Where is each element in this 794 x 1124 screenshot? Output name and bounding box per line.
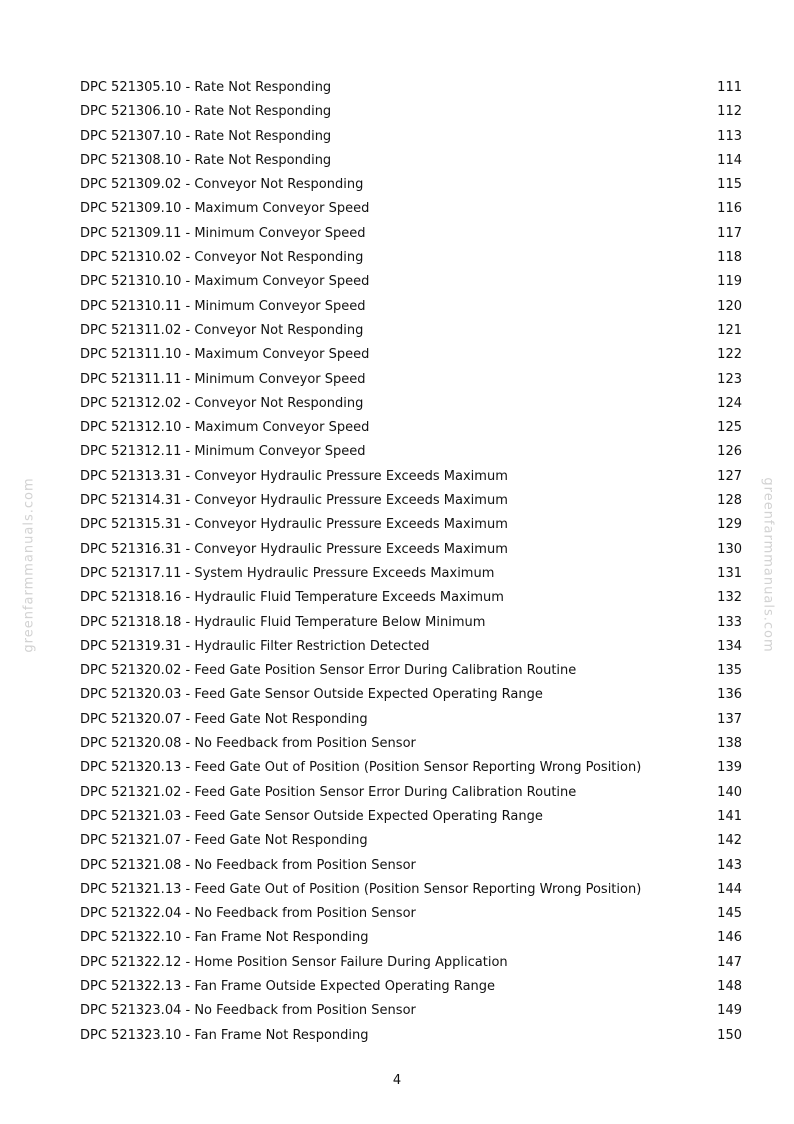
- toc-entry[interactable]: [80, 683, 742, 707]
- toc-entry-page-number: 124: [717, 395, 742, 411]
- toc-entry[interactable]: [80, 951, 742, 975]
- toc-entry[interactable]: [80, 440, 742, 464]
- toc-entry[interactable]: [80, 586, 742, 610]
- toc-entry-title: DPC 521312.02 - Conveyor Not Responding: [80, 395, 364, 411]
- toc-entry[interactable]: [80, 926, 742, 950]
- toc-entry[interactable]: [80, 368, 742, 392]
- toc-entry-page-number: 132: [717, 590, 742, 606]
- toc-entry[interactable]: [80, 659, 742, 683]
- toc-entry[interactable]: [80, 1024, 742, 1048]
- toc-entry[interactable]: [80, 125, 742, 149]
- toc-entry-title: DPC 521310.02 - Conveyor Not Responding: [80, 250, 364, 266]
- toc-entry-page-number: 148: [717, 978, 742, 994]
- toc-entry[interactable]: [80, 854, 742, 878]
- toc-entry-page-number: 144: [717, 881, 742, 897]
- watermark-left: greenfarmmanuals.com: [21, 477, 37, 653]
- toc-entry-page-number: 133: [717, 614, 742, 630]
- toc-entry-page-number: 116: [717, 201, 742, 217]
- toc-entry-title: DPC 521323.04 - No Feedback from Position Sensor: [80, 1003, 416, 1019]
- toc-entry-title: DPC 521312.11 - Minimum Conveyor Speed: [80, 444, 366, 460]
- toc-entry-title: DPC 521311.11 - Minimum Conveyor Speed: [80, 371, 366, 387]
- toc-entry-page-number: 134: [717, 638, 742, 654]
- toc-entry-page-number: 117: [717, 225, 742, 241]
- toc-entry-page-number: 119: [717, 274, 742, 290]
- toc-entry-title: DPC 521314.31 - Conveyor Hydraulic Pressure Exceeds Maximum: [80, 493, 508, 509]
- toc-entry-title: DPC 521312.10 - Maximum Conveyor Speed: [80, 420, 370, 436]
- toc-entry-page-number: 130: [717, 541, 742, 557]
- toc-entry-page-number: 118: [717, 250, 742, 266]
- toc-entry-page-number: 122: [717, 347, 742, 363]
- toc-entry[interactable]: [80, 173, 742, 197]
- toc-entry[interactable]: [80, 829, 742, 853]
- toc-entry-title: DPC 521310.11 - Minimum Conveyor Speed: [80, 298, 366, 314]
- toc-entry-title: DPC 521315.31 - Conveyor Hydraulic Pressure Exceeds Maximum: [80, 517, 508, 533]
- toc-entry[interactable]: [80, 878, 742, 902]
- toc-entry-page-number: 143: [717, 857, 742, 873]
- toc-entry[interactable]: [80, 756, 742, 780]
- toc-entry-page-number: 146: [717, 930, 742, 946]
- toc-entry[interactable]: [80, 489, 742, 513]
- toc-entry-title: DPC 521320.13 - Feed Gate Out of Position (Position Sensor Reporting Wrong Position): [80, 760, 642, 776]
- toc-entry[interactable]: [80, 999, 742, 1023]
- toc-entry[interactable]: [80, 392, 742, 416]
- toc-entry-page-number: 136: [717, 687, 742, 703]
- table-of-contents: [80, 76, 742, 1048]
- toc-entry[interactable]: [80, 538, 742, 562]
- toc-entry-title: DPC 521317.11 - System Hydraulic Pressure Exceeds Maximum: [80, 565, 495, 581]
- toc-entry[interactable]: [80, 343, 742, 367]
- toc-entry-page-number: 131: [717, 565, 742, 581]
- toc-entry[interactable]: [80, 100, 742, 124]
- toc-entry[interactable]: [80, 149, 742, 173]
- toc-entry[interactable]: [80, 416, 742, 440]
- toc-entry-page-number: 149: [717, 1003, 742, 1019]
- toc-entry-title: DPC 521322.10 - Fan Frame Not Responding: [80, 930, 369, 946]
- toc-entry-title: DPC 521321.13 - Feed Gate Out of Position (Position Sensor Reporting Wrong Position): [80, 881, 642, 897]
- toc-entry[interactable]: [80, 513, 742, 537]
- toc-entry-title: DPC 521311.02 - Conveyor Not Responding: [80, 322, 364, 338]
- toc-entry-page-number: 123: [717, 371, 742, 387]
- toc-entry-title: DPC 521310.10 - Maximum Conveyor Speed: [80, 274, 370, 290]
- toc-entry[interactable]: [80, 611, 742, 635]
- toc-entry-page-number: 113: [717, 128, 742, 144]
- toc-entry-title: DPC 521316.31 - Conveyor Hydraulic Pressure Exceeds Maximum: [80, 541, 508, 557]
- toc-entry[interactable]: [80, 975, 742, 999]
- toc-entry-page-number: 121: [717, 322, 742, 338]
- toc-entry-title: DPC 521311.10 - Maximum Conveyor Speed: [80, 347, 370, 363]
- toc-entry-title: DPC 521320.07 - Feed Gate Not Responding: [80, 711, 368, 727]
- toc-entry[interactable]: [80, 635, 742, 659]
- toc-entry-title: DPC 521321.08 - No Feedback from Position Sensor: [80, 857, 416, 873]
- toc-entry[interactable]: [80, 902, 742, 926]
- toc-entry-page-number: 111: [717, 80, 742, 95]
- toc-entry[interactable]: [80, 197, 742, 221]
- toc-entry-page-number: 138: [717, 736, 742, 752]
- toc-entry-page-number: 145: [717, 906, 742, 922]
- toc-entry-page-number: 125: [717, 420, 742, 436]
- toc-entry[interactable]: [80, 222, 742, 246]
- toc-entry-page-number: 126: [717, 444, 742, 460]
- toc-entry[interactable]: [80, 270, 742, 294]
- toc-entry-title: DPC 521309.02 - Conveyor Not Responding: [80, 177, 364, 193]
- toc-entry-page-number: 112: [717, 104, 742, 120]
- toc-entry[interactable]: [80, 708, 742, 732]
- toc-entry-title: DPC 521306.10 - Rate Not Responding: [80, 104, 332, 120]
- toc-entry-title: DPC 521322.13 - Fan Frame Outside Expected Operating Range: [80, 978, 496, 994]
- toc-entry[interactable]: [80, 246, 742, 270]
- toc-entry-page-number: 127: [717, 468, 742, 484]
- toc-entry-title: DPC 521309.11 - Minimum Conveyor Speed: [80, 225, 366, 241]
- toc-entry-page-number: 129: [717, 517, 742, 533]
- page-number: 4: [392, 1073, 402, 1088]
- toc-entry-page-number: 140: [717, 784, 742, 800]
- toc-entry-page-number: 115: [717, 177, 742, 193]
- toc-entry-title: DPC 521318.18 - Hydraulic Fluid Temperature Below Minimum: [80, 614, 486, 630]
- watermark-right: greenfarmmanuals.com: [760, 477, 776, 653]
- toc-entry-page-number: 150: [717, 1027, 742, 1043]
- toc-entry-page-number: 137: [717, 711, 742, 727]
- toc-entry[interactable]: [80, 732, 742, 756]
- toc-entry-page-number: 135: [717, 663, 742, 679]
- toc-entry[interactable]: [80, 295, 742, 319]
- toc-entry-title: DPC 521319.31 - Hydraulic Filter Restriction Detected: [80, 638, 430, 654]
- toc-entry-title: DPC 521323.10 - Fan Frame Not Responding: [80, 1027, 369, 1043]
- toc-entry-title: DPC 521321.02 - Feed Gate Position Sensor Error During Calibration Routine: [80, 784, 577, 800]
- toc-entry[interactable]: [80, 805, 742, 829]
- toc-entry-title: DPC 521320.03 - Feed Gate Sensor Outside Expected Operating Range: [80, 687, 543, 703]
- toc-entry-title: DPC 521308.10 - Rate Not Responding: [80, 152, 332, 168]
- toc-entry-page-number: 142: [717, 833, 742, 849]
- toc-entry[interactable]: [80, 76, 742, 100]
- toc-entry-title: DPC 521320.08 - No Feedback from Position Sensor: [80, 736, 416, 752]
- toc-entry[interactable]: [80, 319, 742, 343]
- toc-entry[interactable]: [80, 465, 742, 489]
- toc-entry-title: DPC 521322.04 - No Feedback from Position Sensor: [80, 906, 416, 922]
- toc-entry-page-number: 147: [717, 954, 742, 970]
- toc-entry-title: DPC 521318.16 - Hydraulic Fluid Temperature Exceeds Maximum: [80, 590, 504, 606]
- toc-entry-page-number: 120: [717, 298, 742, 314]
- toc-entry-title: DPC 521305.10 - Rate Not Responding: [80, 80, 332, 95]
- toc-entry-title: DPC 521322.12 - Home Position Sensor Failure During Application: [80, 954, 508, 970]
- toc-entry-page-number: 128: [717, 493, 742, 509]
- toc-entry[interactable]: [80, 781, 742, 805]
- toc-entry-title: DPC 521307.10 - Rate Not Responding: [80, 128, 332, 144]
- toc-entry-title: DPC 521309.10 - Maximum Conveyor Speed: [80, 201, 370, 217]
- toc-entry-page-number: 114: [717, 152, 742, 168]
- toc-entry-title: DPC 521321.03 - Feed Gate Sensor Outside Expected Operating Range: [80, 808, 543, 824]
- toc-entry[interactable]: [80, 562, 742, 586]
- toc-entry-page-number: 139: [717, 760, 742, 776]
- toc-entry-title: DPC 521320.02 - Feed Gate Position Sensor Error During Calibration Routine: [80, 663, 577, 679]
- toc-entry-page-number: 141: [717, 808, 742, 824]
- toc-entry-title: DPC 521321.07 - Feed Gate Not Responding: [80, 833, 368, 849]
- toc-entry-title: DPC 521313.31 - Conveyor Hydraulic Pressure Exceeds Maximum: [80, 468, 508, 484]
